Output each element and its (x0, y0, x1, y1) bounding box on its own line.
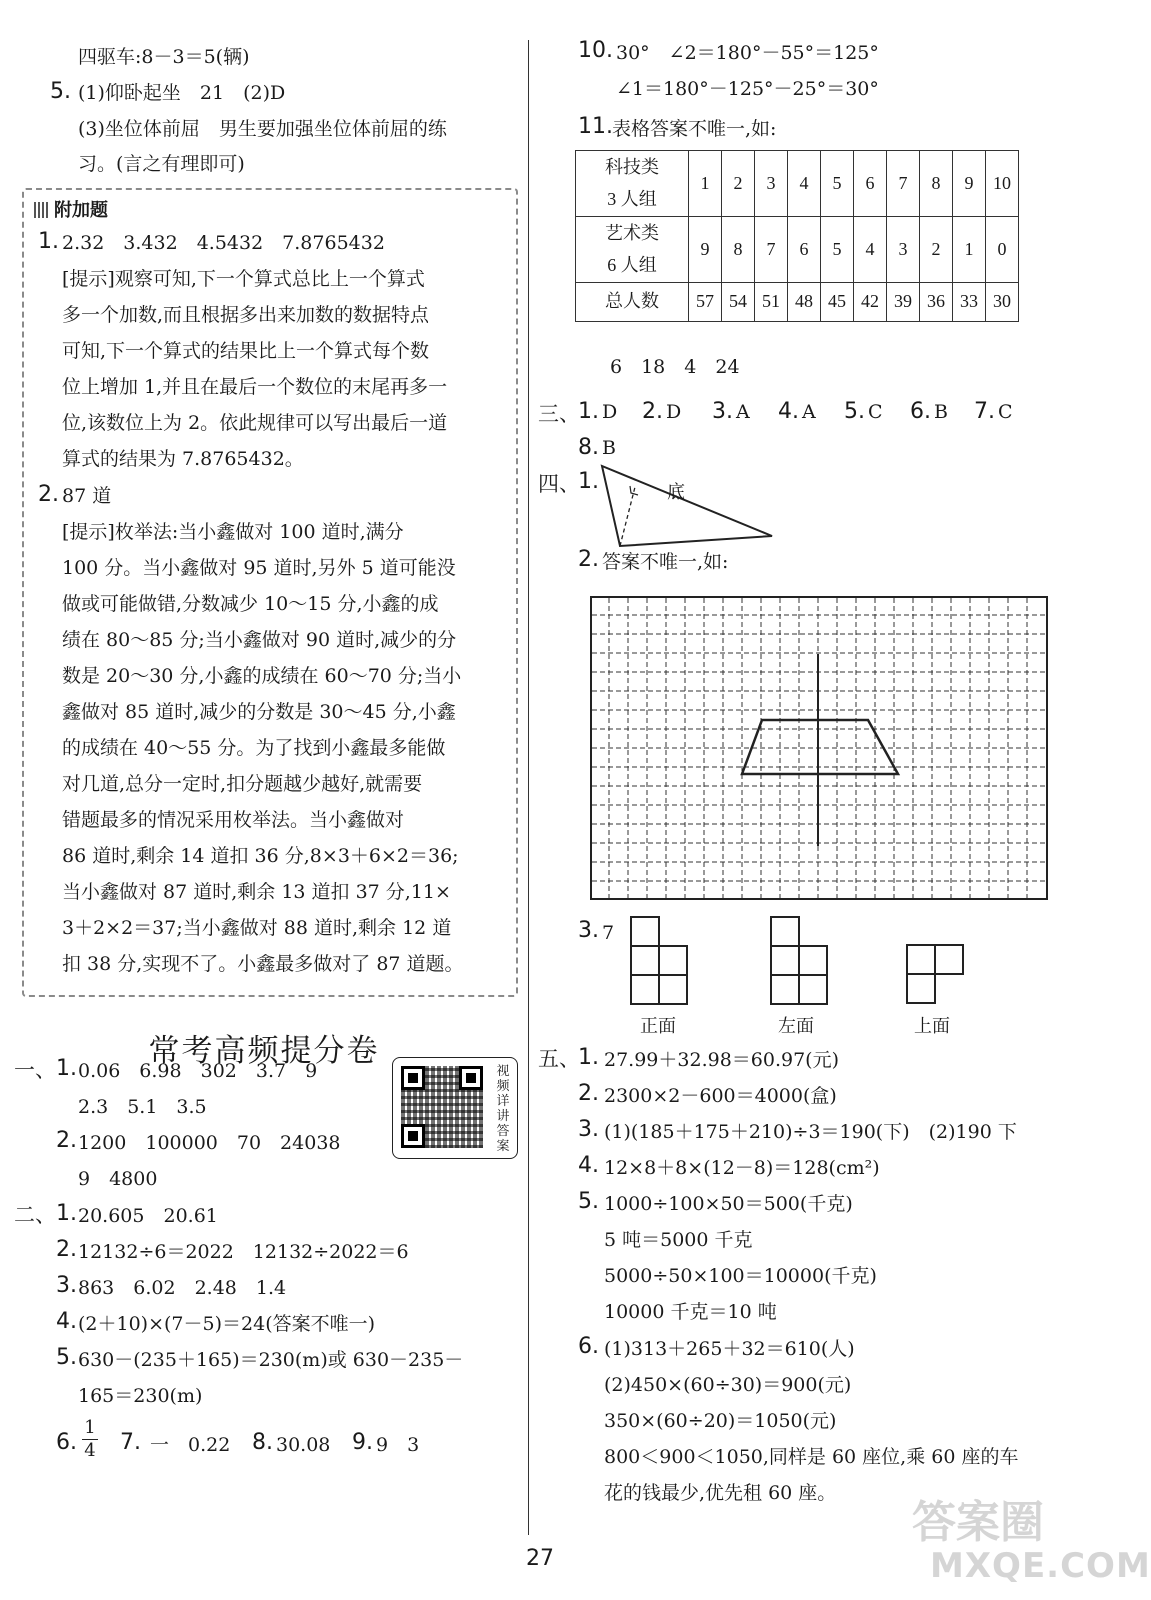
bonus-q2-hint-7: 的成绩在 40～55 分。为了找到小鑫最多能做 (62, 737, 446, 759)
s5-q5-num: 5. (578, 1189, 599, 1214)
bonus-q1-hint-6: 算式的结果为 7.8765432。 (62, 448, 304, 470)
s5-q6-line-4: 800＜900＜1050,同样是 60 座位,乘 60 座的车 (604, 1446, 1019, 1468)
s2-q4-text: (2＋10)×(7－5)＝24(答案不唯一) (78, 1313, 376, 1335)
table-row (576, 151, 1019, 217)
view-label-top: 上面 (914, 1016, 950, 1037)
s5-q5-line-1: 1000÷100×50＝500(千克) (604, 1193, 853, 1215)
view-square (907, 974, 935, 1003)
qr-finder-icon (459, 1066, 483, 1090)
s2-q9-num: 9. (352, 1430, 373, 1455)
bonus-q2-hint-9: 错题最多的情况采用枚举法。当小鑫做对 (62, 809, 405, 831)
qr-finder-icon (401, 1066, 425, 1090)
view-square (799, 946, 827, 975)
view-square (799, 975, 827, 1004)
table-cell: 54 (722, 282, 755, 321)
front-view (630, 916, 700, 1006)
s4-q2-num: 2. (578, 547, 599, 572)
after-table-text: 6 18 4 24 (610, 356, 740, 378)
s2-q2-num: 2. (56, 1237, 77, 1262)
s2-q5-cont: 165＝230(m) (78, 1385, 203, 1407)
q11-num: 11. (578, 114, 613, 139)
table-cell: 5 (821, 216, 854, 282)
table-cell: 33 (953, 282, 986, 321)
row-head-2a: 艺术类 (605, 222, 659, 243)
s5-q4-text: 12×8＋8×(12－8)＝128(cm²) (604, 1157, 880, 1179)
table-cell: 48 (788, 282, 821, 321)
view-square (771, 946, 799, 975)
watermark-line-1: 答案圈 (912, 1497, 1044, 1548)
bonus-heading (34, 196, 108, 222)
bonus-q1-answer: 2.32 3.432 4.5432 7.8765432 (62, 232, 385, 254)
s5-q6-line-3: 350×(60÷20)＝1050(元) (604, 1410, 837, 1432)
row-head-1a: 科技类 (605, 157, 659, 177)
page-number: 27 (526, 1546, 554, 1571)
bonus-q2-hint-2: 100 分。当小鑫做对 95 道时,另外 5 道可能没 (62, 557, 456, 579)
bonus-q2-hint-12: 3＋2×2＝37;当小鑫做对 88 道时,剩余 12 道 (62, 917, 452, 939)
table-cell: 3 (887, 216, 920, 282)
s5-q6-line-5: 花的钱最少,优先租 60 座。 (604, 1482, 837, 1504)
q11-text: 表格答案不唯一,如: (612, 118, 777, 140)
s5-q3-text: (1)(185＋175＋210)÷3＝190(下) (2)190 下 (604, 1121, 1017, 1143)
view-square (935, 945, 963, 974)
view-square (659, 946, 687, 975)
table-cell: 2 (920, 216, 953, 282)
table-cell: 9 (953, 151, 986, 217)
top-line-4: 习。(言之有理即可) (78, 153, 245, 175)
left-view (770, 916, 840, 1006)
triangle-shape (602, 466, 772, 546)
bonus-q2-hint-11: 当小鑫做对 87 道时,剩余 13 道扣 37 分,11× (62, 881, 451, 903)
view-square (659, 975, 687, 1004)
watermark-logo (912, 1486, 1151, 1596)
table-cell: 51 (755, 282, 788, 321)
s1-q1-num: 1. (56, 1056, 77, 1081)
view-square (771, 975, 799, 1004)
table-cell: 7 (887, 151, 920, 217)
answer-table (575, 150, 1019, 322)
table-header-cell: 总人数 (576, 282, 689, 321)
q10-num: 10. (578, 38, 613, 63)
s5-q6-line-2: (2)450×(60÷30)＝900(元) (604, 1374, 852, 1396)
fraction-numerator: 1 (84, 1417, 96, 1438)
s5-heading: 五、 (538, 1047, 580, 1071)
top-q5-num: 5. (50, 79, 71, 104)
table-cell: 9 (689, 216, 722, 282)
s5-q1-text: 27.99＋32.98＝60.97(元) (604, 1049, 840, 1071)
view-square (631, 946, 659, 975)
s5-q6-num: 6. (578, 1334, 599, 1359)
s5-q5-line-3: 5000÷50×100＝10000(千克) (604, 1265, 877, 1287)
top-line-3: (3)坐位体前屈 男生要加强坐位体前屈的练 (78, 118, 447, 140)
s3-q8-text: B (602, 437, 616, 459)
table-cell: 45 (821, 282, 854, 321)
s3-q2-num: 2. (642, 399, 663, 424)
table-cell: 0 (986, 216, 1019, 282)
s5-q2-text: 2300×2－600＝4000(盒) (604, 1085, 837, 1107)
s3-q8-num: 8. (578, 435, 599, 460)
bonus-q2-hint-1: [提示]枚举法:当小鑫做对 100 道时,满分 (62, 521, 404, 543)
s2-q8-num: 8. (252, 1430, 273, 1455)
view-square (631, 917, 659, 946)
bonus-q1-hint-4: 位上增加 1,并且在最后一个数位的末尾再多一 (62, 376, 448, 398)
column-divider (528, 40, 529, 1535)
table-cell: 30 (986, 282, 1019, 321)
bonus-q2-hint-3: 做或可能做错,分数减少 10～15 分,小鑫的成 (62, 593, 439, 615)
bonus-q2-num: 2. (38, 482, 59, 507)
s3-q1-num: 1. (578, 399, 599, 424)
bonus-heading-text: 附加题 (54, 200, 108, 221)
grid-figure (590, 596, 1050, 902)
view-square (771, 917, 799, 946)
s3-q7-num: 7. (974, 399, 995, 424)
top-view (906, 944, 976, 1006)
bonus-q2-hint-13: 扣 38 分,实现不了。小鑫最多做对了 87 道题。 (62, 953, 464, 975)
qr-finder-icon (401, 1124, 425, 1148)
s1-q2-line-1: 1200 100000 70 24038 (78, 1132, 341, 1154)
s2-q2-text: 12132÷6＝2022 12132÷2022＝6 (78, 1241, 409, 1263)
s2-q3-text: 863 6.02 2.48 1.4 (78, 1277, 287, 1299)
s3-q5-num: 5. (844, 399, 865, 424)
s4-heading: 四、 (538, 472, 580, 496)
bonus-q2-answer: 87 道 (62, 485, 112, 507)
s2-q1-num: 1. (56, 1201, 77, 1226)
s4-q3-num: 3. (578, 918, 599, 943)
bonus-q1-hint-5: 位,该数位上为 2。依此规律可以写出最后一道 (62, 412, 448, 434)
bonus-q1-hint-3: 可知,下一个算式的结果比上一个算式每个数 (62, 340, 430, 362)
triangle-height-line (620, 487, 635, 546)
bonus-q2-hint-5: 数是 20～30 分,小鑫的成绩在 60～70 分;当小 (62, 665, 462, 687)
table-cell: 42 (854, 282, 887, 321)
s3-q6-num: 6. (910, 399, 931, 424)
s2-q5-text: 630－(235＋165)＝230(m)或 630－235－ (78, 1349, 464, 1371)
s2-q6-num: 6. (56, 1430, 77, 1455)
s3-q6-text: B (934, 401, 948, 423)
s2-q4-num: 4. (56, 1309, 77, 1334)
table-cell: 57 (689, 282, 722, 321)
s5-q6-line-1: (1)313＋265＋32＝610(人) (604, 1338, 855, 1360)
section-title: 常考高频提分卷 (148, 1033, 380, 1069)
s1-q2-num: 2. (56, 1128, 77, 1153)
s2-q1-text: 20.605 20.61 (78, 1205, 218, 1227)
table-cell: 1 (689, 151, 722, 217)
table-cell: 4 (854, 216, 887, 282)
table-cell: 39 (887, 282, 920, 321)
triangle-figure (590, 462, 780, 552)
bonus-q2-hint-8: 对几道,总分一定时,扣分题越少越好,就需要 (62, 773, 423, 795)
table-cell: 2 (722, 151, 755, 217)
s3-q2-text: D (666, 401, 682, 423)
view-label-front: 正面 (640, 1016, 676, 1037)
s4-q3-text: 7 (602, 922, 615, 944)
table-cell: 1 (953, 216, 986, 282)
s4-q2-text: 答案不唯一,如: (602, 551, 729, 573)
s3-q3-num: 3. (712, 399, 733, 424)
s3-q7-text: C (998, 401, 1013, 423)
table-row (576, 282, 1019, 321)
table-row (576, 216, 1019, 282)
s3-heading: 三、 (538, 402, 580, 426)
s3-q4-text: A (802, 401, 816, 423)
s2-q3-num: 3. (56, 1273, 77, 1298)
table-cell: 10 (986, 151, 1019, 217)
view-label-left: 左面 (778, 1016, 814, 1037)
top-line-2: (1)仰卧起坐 21 (2)D (78, 82, 286, 104)
s2-q7-num: 7. (120, 1430, 141, 1455)
table-header-cell (576, 151, 689, 217)
table-cell: 8 (722, 216, 755, 282)
bonus-q2-hint-6: 鑫做对 85 道时,减少的分数是 30～45 分,小鑫 (62, 701, 456, 723)
s5-q3-num: 3. (578, 1117, 599, 1142)
qr-code[interactable] (392, 1057, 518, 1159)
s5-q5-line-2: 5 吨＝5000 千克 (604, 1229, 753, 1251)
q10-line-1: 30° ∠2＝180°－55°＝125° (616, 42, 879, 64)
row-head-1b: 3 人组 (607, 189, 657, 210)
bonus-q1-hint-1: [提示]观察可知,下一个算式总比上一个算式 (62, 268, 425, 290)
s2-q5-num: 5. (56, 1345, 77, 1370)
bonus-heading-icon (34, 202, 48, 218)
s5-q2-num: 2. (578, 1081, 599, 1106)
s1-heading: 一、 (14, 1058, 56, 1082)
table-cell: 36 (920, 282, 953, 321)
view-square (907, 945, 935, 974)
table-header-cell (576, 216, 689, 282)
s4-q1-num: 1. (578, 469, 599, 494)
s3-q3-text: A (736, 401, 750, 423)
q10-line-2: ∠1＝180°－125°－25°＝30° (616, 78, 879, 100)
bonus-q1-num: 1. (38, 229, 59, 254)
table-cell: 6 (854, 151, 887, 217)
table-cell: 4 (788, 151, 821, 217)
watermark-line-2: MXQE.COM (930, 1546, 1151, 1586)
s3-q5-text: C (868, 401, 883, 423)
top-line-1: 四驱车:8－3＝5(辆) (78, 46, 250, 68)
s1-q1-line-2: 2.3 5.1 3.5 (78, 1096, 207, 1118)
s1-q2-line-2: 9 4800 (78, 1168, 158, 1190)
table-cell: 6 (788, 216, 821, 282)
s1-q1-line-1: 0.06 6.98 302 3.7 9 (78, 1060, 318, 1082)
s5-q4-num: 4. (578, 1153, 599, 1178)
row-head-2b: 6 人组 (607, 255, 657, 276)
s2-heading: 二、 (14, 1203, 56, 1227)
s2-q7-text: 一 0.22 (150, 1434, 231, 1456)
table-cell: 8 (920, 151, 953, 217)
s3-q4-num: 4. (778, 399, 799, 424)
s5-q5-line-4: 10000 千克＝10 吨 (604, 1301, 777, 1323)
s2-q8-text: 30.08 (276, 1434, 331, 1456)
bonus-q2-hint-4: 绩在 80～85 分;当小鑫做对 90 道时,减少的分 (62, 629, 457, 651)
s2-q6-fraction (82, 1418, 98, 1461)
qr-caption: 视频详讲答案 (496, 1064, 510, 1154)
bonus-q1-hint-2: 多一个加数,而且根据多出来加数的数据特点 (62, 304, 430, 326)
table-cell: 5 (821, 151, 854, 217)
table-cell: 3 (755, 151, 788, 217)
triangle-base-label: 底 (667, 482, 685, 503)
s5-q1-num: 1. (578, 1045, 599, 1070)
fraction-denominator: 4 (84, 1440, 96, 1461)
table-cell: 7 (755, 216, 788, 282)
s2-q9-text: 9 3 (376, 1434, 420, 1456)
s3-q1-text: D (602, 401, 618, 423)
bonus-q2-hint-10: 86 道时,剩余 14 道扣 36 分,8×3＋6×2＝36; (62, 845, 459, 867)
view-square (631, 975, 659, 1004)
